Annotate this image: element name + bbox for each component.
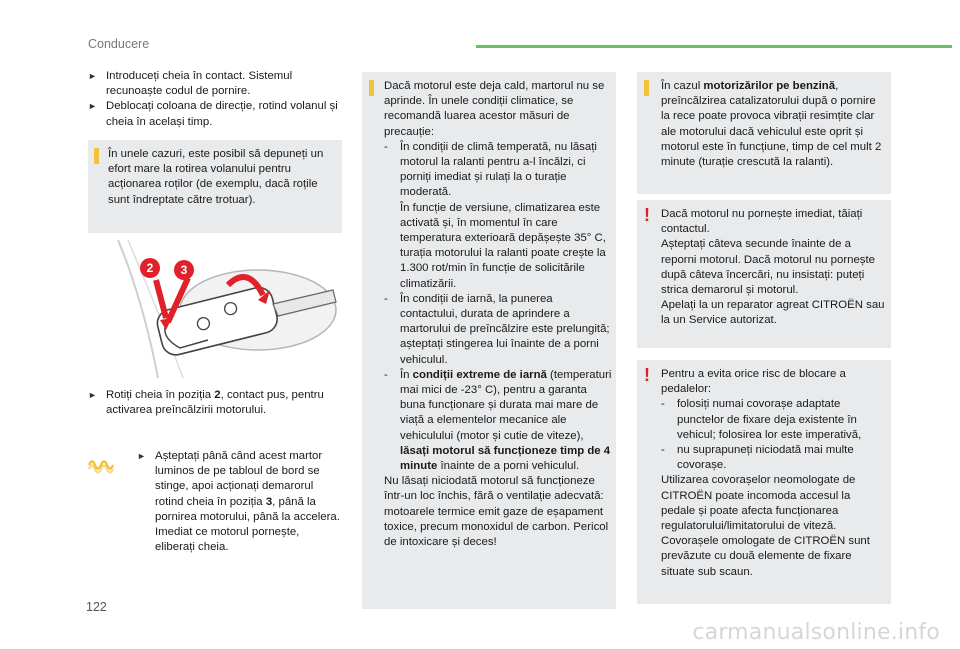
- precautions-intro: Dacă motorul este deja cald, martorul nu se aprinde. În unele condiții climatice, se recomandă luarea acestor măsuri de precauție:: [384, 80, 605, 138]
- info-box-petrol: În cazul motorizărilor pe benzină, preîncălzirea catalizatorului după o pornire la rece poate provoca vibrații resimțite clar ale motorului dacă vehiculul este oprit și motorul este în funcțiune, timp de cel mult 2 minute (turație crescută la ralanti).: [637, 72, 891, 194]
- lamp-instruction: ► Așteptați până când acest martor luminos de pe tabloul de bord se stinge, apoi acționați demarorul rotind cheia în poziția 3, până la pornirea motorului, până la accelera. Imediat ce motorul pornește, eliberați cheia.: [137, 450, 340, 554]
- arrow-bullet-icon: ►: [88, 101, 97, 112]
- ventilation-warning: Nu lăsați niciodată motorul să funcționeze într-un loc închis, fără o ventilație adecvată: motoarele termice emit gaze de eșapament toxice, precum monoxidul de carbon. Pericol de intoxicare și deces!: [384, 475, 609, 549]
- figure-label-2: 2: [146, 261, 154, 275]
- info-text: În unele cazuri, este posibil să depuneți un efort mare la rotirea volanului pentru acționarea roților (de exemplu, dacă roțile sunt îndreptate către trotuar).: [108, 148, 324, 206]
- warning-box-start-failure: ! Dacă motorul nu pornește imediat, tăiați contactul. Așteptați câteva secunde înainte de a reporni motorul. Dacă motorul nu pornește după câteva încercări, nu insistați: puteți strica demarorul și motorul. Apelați la un reparator agreat CITROËN sau la un Service autorizat.: [637, 200, 891, 348]
- precaution-winter: - În condiții de iarnă, la punerea contactului, durata de aprindere a martorului de preîncălzire este prelungită; așteptați stingerea lui înainte de a porni vehiculul.: [384, 292, 610, 366]
- figure-label-3: 3: [180, 263, 188, 277]
- precaution-climate-note: În funcție de versiune, climatizarea este activată și, în momentul în care temperatura exterioară depășește 35° C, turația motorului la ralanti poate crește la 1.300 rot/min în funcție de solicitările climatizării.: [400, 201, 606, 290]
- arrow-bullet-icon: ►: [137, 451, 146, 461]
- key-ignition-illustration: [88, 240, 342, 378]
- warning-box-floor-mats: ! Pentru a evita orice risc de blocare a pedalelor: - folosiți numai covorașe adaptate punctelor de fixare deja existente în vehicul; folosirea lor este imperativă, - nu suprapuneți niciodată mai multe covorașe. Utilizarea covorașelor neomologate de CITROËN poate incomoda accesul la pedale și poate afecta funcționarea regulatorului/limitatorului de viteză. Covorașele omologate de CITROËN sunt prevăzute cu două elemente de fixare situate sub scaun.: [637, 360, 891, 604]
- section-title: Conducere: [88, 37, 150, 51]
- info-box-warm-engine: [362, 72, 616, 609]
- info-box-steering: [88, 140, 342, 233]
- precaution-extreme-winter: - În condiții extreme de iarnă (temperaturi mai mici de -23° C), pentru a garanta buna funcționare și durata mai mare de viață a elementelor mecanice ale vehiculului (motor și cutie de viteze), lăsați motorul să funcționeze timp de 4 minute înainte de a porni vehiculul.: [384, 368, 612, 473]
- precaution-temperate: - În condiții de climă temperată, nu lăsați motorul la ralanti pentru a-l încălzi, ci porniți imediat și rulați la o turație moderată.: [384, 140, 597, 199]
- step-unlock-steering: ► Deblocați coloana de direcție, rotind volanul și cheia în același timp.: [88, 100, 338, 128]
- preheating-lamp-icon: [86, 455, 116, 475]
- info-icon: [369, 80, 374, 96]
- arrow-bullet-icon: ►: [88, 71, 97, 81]
- page-number: 122: [86, 600, 107, 614]
- steps-list: [88, 69, 343, 130]
- arrow-bullet-icon: ►: [88, 390, 97, 400]
- section-accent-line: [476, 45, 952, 48]
- warning-icon: !: [644, 205, 650, 225]
- watermark: carmanualsonline.info: [692, 620, 940, 645]
- info-icon: [94, 148, 99, 164]
- step-insert-key: ► Introduceți cheia în contact. Sistemul recunoaște codul de pornire.: [88, 70, 293, 98]
- info-icon: [644, 80, 649, 96]
- warning-icon: !: [644, 365, 650, 385]
- step-turn-key: ► Rotiți cheia în poziția 2, contact pus, pentru activarea preîncălzirii motorului.: [88, 389, 324, 417]
